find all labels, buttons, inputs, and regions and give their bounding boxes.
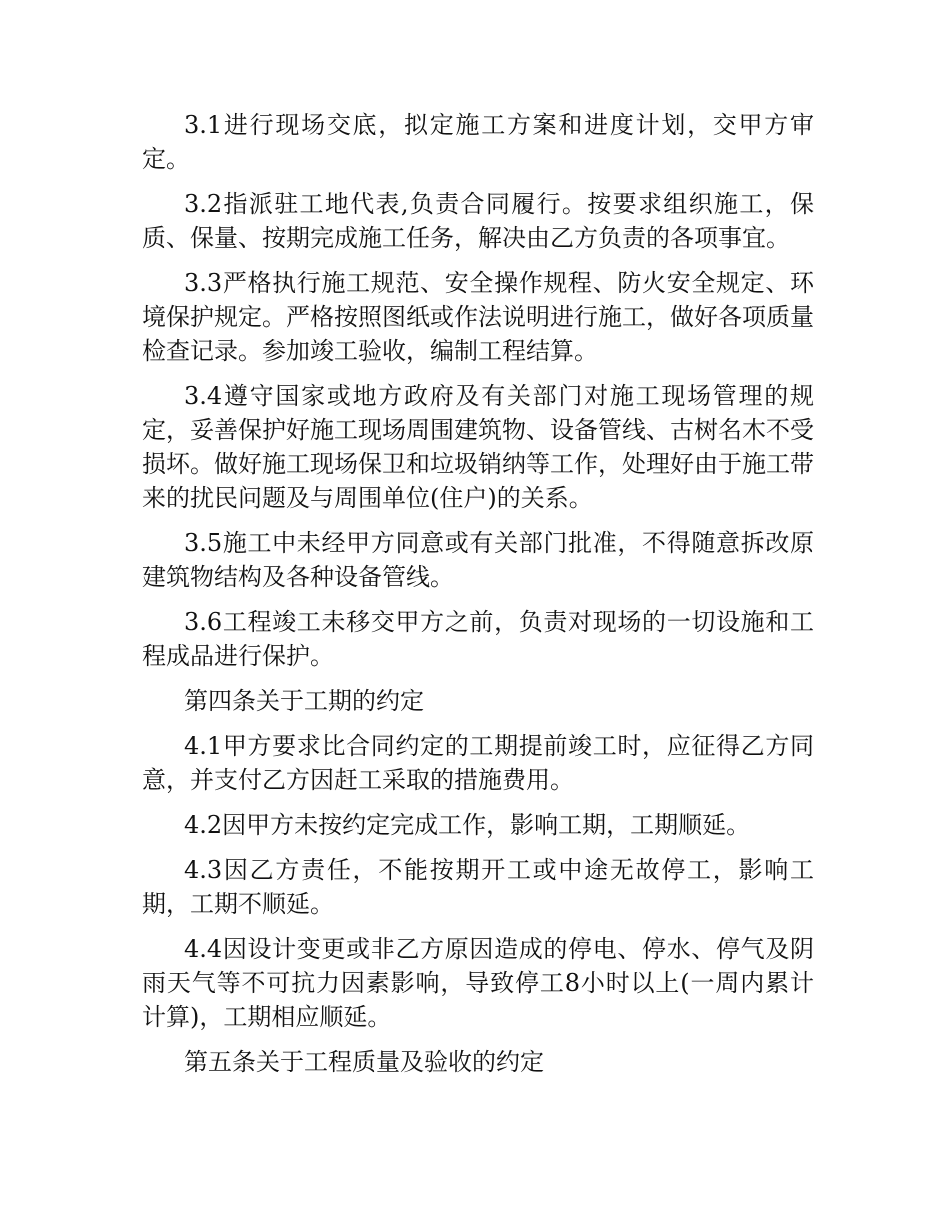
section-heading-article-4: 第四条关于工期的约定 — [184, 687, 424, 715]
document-body — [142, 108, 814, 1090]
clause-3-2: 3.2指派驻工地代表,负责合同履行。按要求组织施工，保质、保量、按期完成施工任务，解决由乙方负责的各项事宜。 — [142, 190, 814, 252]
clause-4-3: 4.3因乙方责任，不能按期开工或中途无故停工，影响工期，工期不顺延。 — [142, 856, 814, 918]
section-heading-article-5: 第五条关于工程质量及验收的约定 — [184, 1048, 544, 1076]
clause-3-5: 3.5施工中未经甲方同意或有关部门批准，不得随意拆改原建筑物结构及各种设备管线。 — [142, 529, 814, 591]
clause-3-3: 3.3严格执行施工规范、安全操作规程、防火安全规定、环境保护规定。严格按照图纸或作法说明进行施工，做好各项质量检查记录。参加竣工验收，编制工程结算。 — [142, 269, 814, 365]
clause-3-4: 3.4遵守国家或地方政府及有关部门对施工现场管理的规定，妥善保护好施工现场周围建筑物、设备管线、古树名木不受损坏。做好施工现场保卫和垃圾销纳等工作，处理好由于施工带来的扰民问题及与周围单位(住户)的关系。 — [142, 382, 814, 512]
clause-4-4: 4.4因设计变更或非乙方原因造成的停电、停水、停气及阴雨天气等不可抗力因素影响，导致停工8小时以上(一周内累计计算)，工期相应顺延。 — [142, 935, 814, 1031]
clause-3-1: 3.1进行现场交底，拟定施工方案和进度计划，交甲方审定。 — [142, 111, 814, 173]
clause-4-2: 4.2因甲方未按约定完成工作，影响工期，工期顺延。 — [184, 811, 751, 839]
clause-4-1: 4.1甲方要求比合同约定的工期提前竣工时，应征得乙方同意，并支付乙方因赶工采取的措施费用。 — [142, 732, 814, 794]
clause-3-6: 3.6工程竣工未移交甲方之前，负责对现场的一切设施和工程成品进行保护。 — [142, 608, 814, 670]
